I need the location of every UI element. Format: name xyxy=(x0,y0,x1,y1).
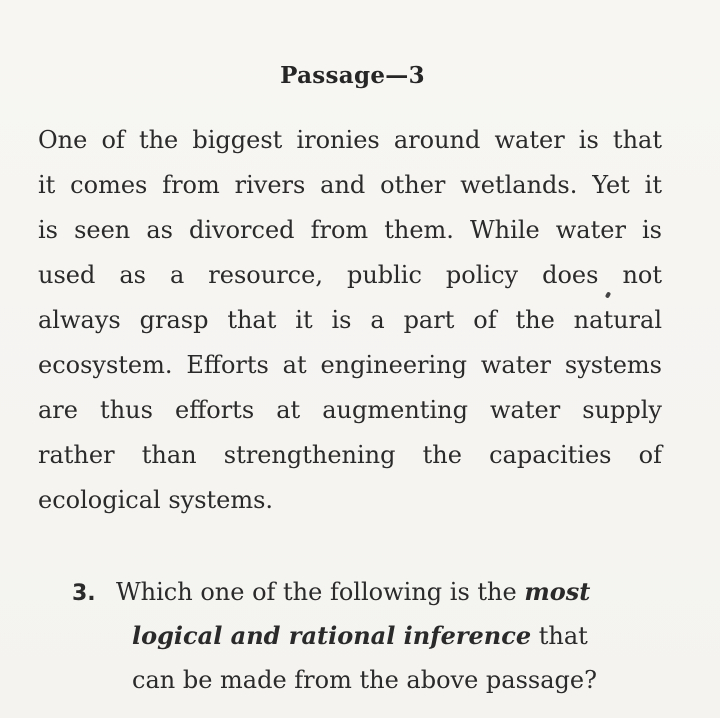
question-emphasis: logical and rational inference xyxy=(132,621,532,650)
question-number: 3. xyxy=(72,581,96,606)
question-text: can be made from the above passage? xyxy=(132,666,597,694)
passage-line: ecological systems. xyxy=(38,486,274,514)
question-line-1 xyxy=(72,570,662,614)
question-line-2 xyxy=(72,614,662,658)
question-emphasis: most xyxy=(524,577,591,606)
passage-line: rather than strengthening the capacities of xyxy=(38,441,662,469)
question-text: that xyxy=(531,622,588,650)
passage-line: One of the biggest ironies around water is that xyxy=(38,126,662,154)
passage-line: ecosystem. Efforts at engineering water systems xyxy=(38,351,662,379)
passage-title: Passage—3 xyxy=(280,62,425,89)
question-block xyxy=(72,570,662,702)
passage-line: it comes from rivers and other wetlands. Yet it xyxy=(38,171,662,199)
passage-body xyxy=(38,118,662,523)
passage-line: is seen as divorced from them. While water is xyxy=(38,216,662,244)
passage-line: are thus efforts at augmenting water supply xyxy=(38,396,662,424)
question-line-3 xyxy=(72,658,662,702)
passage-line: used as a resource, public policy does not xyxy=(38,261,662,289)
passage-line: always grasp that it is a part of the natural xyxy=(38,306,662,334)
question-text: Which one of the following is the xyxy=(116,578,525,606)
